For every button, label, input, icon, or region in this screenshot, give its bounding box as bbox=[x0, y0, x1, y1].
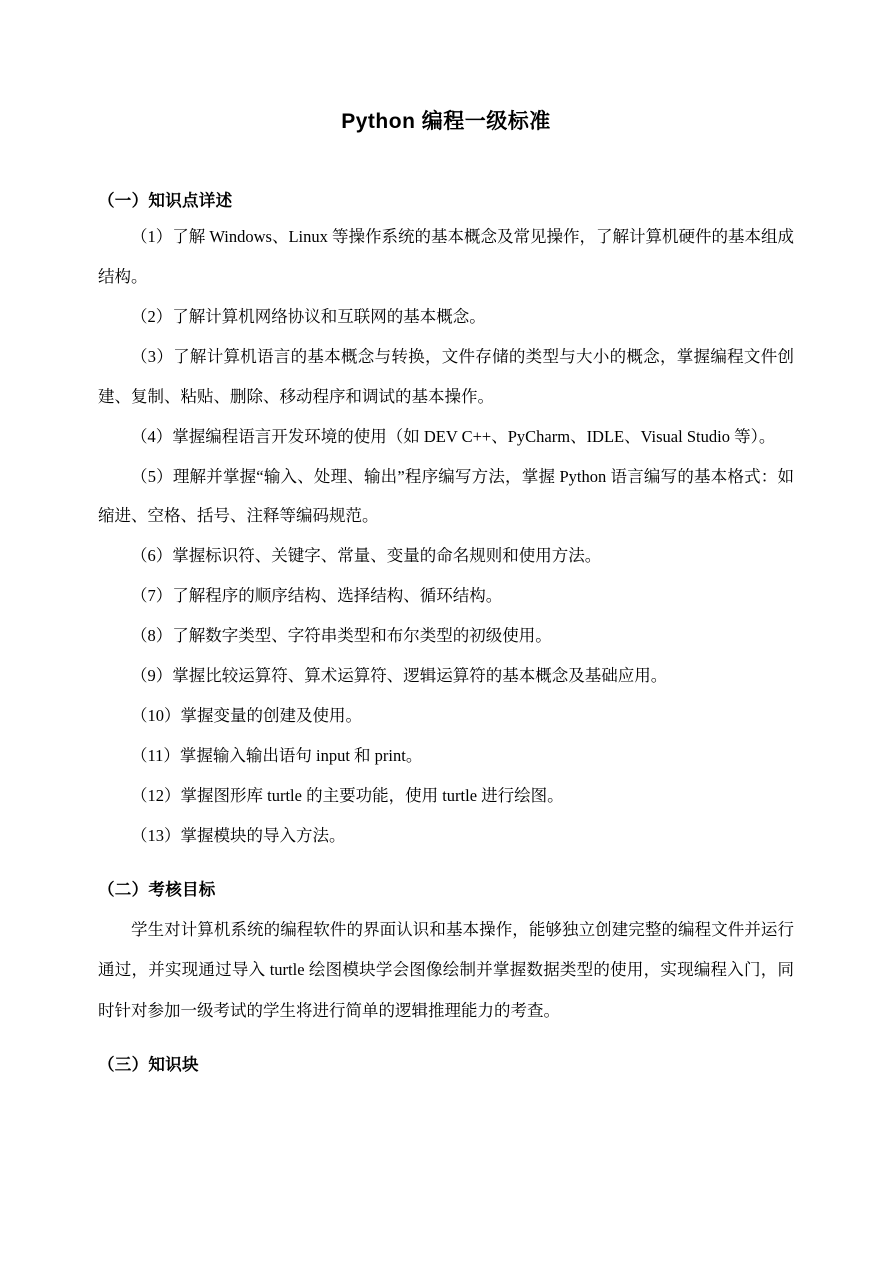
list-item: （4）掌握编程语言开发环境的使用（如 DEV C++、PyCharm、IDLE、Visual Studio 等）。 bbox=[131, 426, 776, 446]
list-item: （11）掌握输入输出语句 input 和 print。 bbox=[131, 745, 423, 765]
list-item: （9）掌握比较运算符、算术运算符、逻辑运算符的基本概念及基础应用。 bbox=[131, 666, 668, 686]
section-heading-assessment-goals: （二）考核目标 bbox=[98, 880, 216, 899]
list-item: （7）了解程序的顺序结构、选择结构、循环结构。 bbox=[131, 586, 503, 606]
page-title: Python 编程一级标准 bbox=[341, 110, 551, 133]
section-heading-knowledge-blocks: （三）知识块 bbox=[98, 1056, 199, 1075]
list-item: （8）了解数字类型、字符串类型和布尔类型的初级使用。 bbox=[131, 626, 552, 646]
knowledge-point-list bbox=[98, 217, 794, 856]
paragraph: 学生对计算机系统的编程软件的界面认识和基本操作，能够独立创建完整的编程文件并运行通过，并实现通过导入 turtle 绘图模块学会图像绘制并掌握数据类型的使用，实现编程入门，同时针对参加一级考试的学生将进行简单的逻辑推理能力的考查。 bbox=[98, 919, 794, 1020]
list-item: （10）掌握变量的创建及使用。 bbox=[131, 706, 362, 726]
list-item: （2）了解计算机网络协议和互联网的基本概念。 bbox=[131, 306, 486, 326]
list-item: （12）掌握图形库 turtle 的主要功能，使用 turtle 进行绘图。 bbox=[131, 785, 564, 805]
page-bottom-space bbox=[98, 1075, 794, 1115]
section-heading-knowledge-points: （一）知识点详述 bbox=[98, 192, 233, 210]
list-item: （13）掌握模块的导入方法。 bbox=[131, 825, 346, 845]
list-item: （6）掌握标识符、关键字、常量、变量的命名规则和使用方法。 bbox=[131, 546, 602, 566]
list-item: （1）了解 Windows、Linux 等操作系统的基本概念及常见操作，了解计算机硬件的基本组成结构。 bbox=[98, 227, 794, 286]
assessment-goals-body bbox=[98, 910, 794, 1031]
list-item: （5）理解并掌握“输入、处理、输出”程序编写方法，掌握 Python 语言编写的基本格式：如缩进、空格、括号、注释等编码规范。 bbox=[98, 466, 794, 526]
list-item: （3）了解计算机语言的基本概念与转换，文件存储的类型与大小的概念，掌握编程文件创建、复制、粘贴、删除、移动程序和调试的基本操作。 bbox=[98, 346, 794, 406]
